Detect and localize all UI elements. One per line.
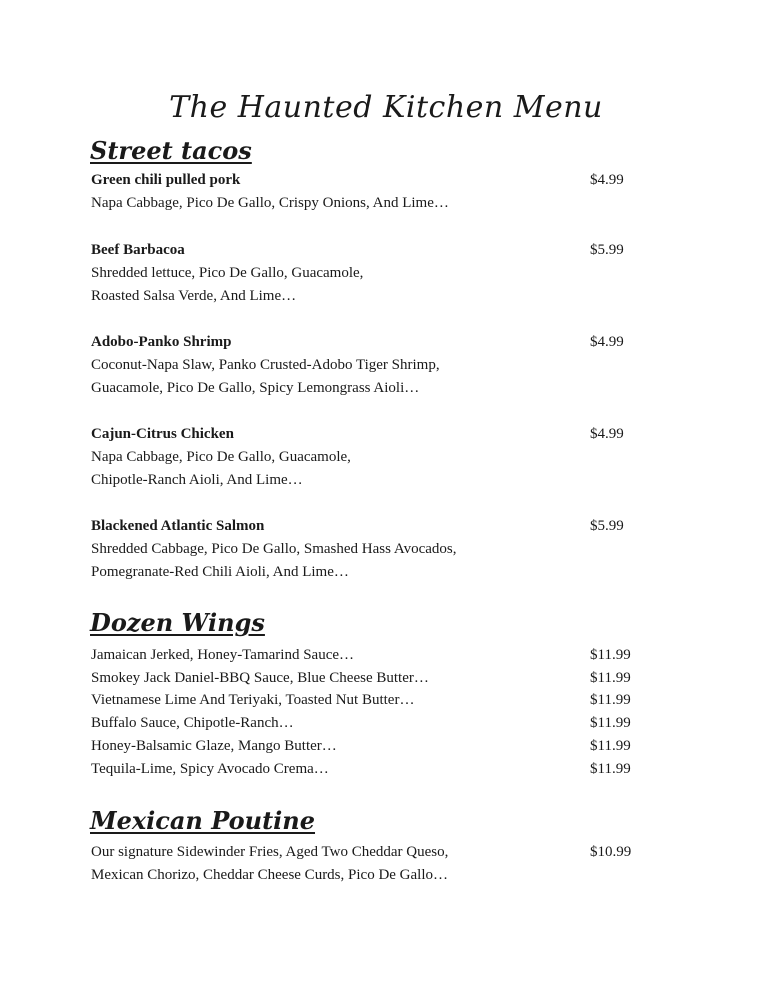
poutine-description: Our signature Sidewinder Fries, Aged Two Cheddar Queso, <box>91 844 449 860</box>
menu-item-price: $4.99 <box>590 172 624 188</box>
menu-title: The Haunted Kitchen Menu <box>169 90 603 125</box>
menu-item-name: Green chili pulled pork <box>91 172 241 188</box>
menu-item-description: Napa Cabbage, Pico De Gallo, Guacamole, <box>91 449 351 465</box>
wing-flavor: Tequila-Lime, Spicy Avocado Crema… <box>91 761 329 777</box>
wing-flavor: Jamaican Jerked, Honey-Tamarind Sauce… <box>91 647 355 663</box>
menu-item-description: Pomegranate-Red Chili Aioli, And Lime… <box>91 564 349 580</box>
section-heading-mexican-poutine: Mexican Poutine <box>90 806 316 835</box>
wing-flavor: Vietnamese Lime And Teriyaki, Toasted Nut Butter… <box>91 692 415 708</box>
poutine-price: $10.99 <box>590 844 632 860</box>
menu-item-description: Coconut-Napa Slaw, Panko Crusted-Adobo Tiger Shrimp, <box>91 357 440 373</box>
wing-flavor: Honey-Balsamic Glaze, Mango Butter… <box>91 738 337 754</box>
menu-item-name: Adobo-Panko Shrimp <box>91 334 232 350</box>
menu-item-description: Napa Cabbage, Pico De Gallo, Crispy Onions, And Lime… <box>91 195 449 211</box>
menu-item-description: Shredded Cabbage, Pico De Gallo, Smashed Hass Avocados, <box>91 541 457 557</box>
wing-flavor: Buffalo Sauce, Chipotle-Ranch… <box>91 715 294 731</box>
menu-item-description: Chipotle-Ranch Aioli, And Lime… <box>91 472 303 488</box>
wing-price: $11.99 <box>590 670 631 686</box>
menu-item-description: Guacamole, Pico De Gallo, Spicy Lemongrass Aioli… <box>91 380 420 396</box>
section-heading-dozen-wings: Dozen Wings <box>90 608 265 637</box>
wing-price: $11.99 <box>590 738 631 754</box>
wing-price: $11.99 <box>590 715 631 731</box>
menu-item-description: Roasted Salsa Verde, And Lime… <box>91 288 297 304</box>
menu-item-price: $5.99 <box>590 242 624 258</box>
menu-item-price: $4.99 <box>590 334 624 350</box>
wing-price: $11.99 <box>590 647 631 663</box>
section-heading-street-tacos: Street tacos <box>90 136 252 165</box>
menu-item-name: Blackened Atlantic Salmon <box>91 518 265 534</box>
menu-item-price: $5.99 <box>590 518 624 534</box>
wing-price: $11.99 <box>590 692 631 708</box>
menu-item-name: Beef Barbacoa <box>91 242 185 258</box>
menu-item-price: $4.99 <box>590 426 624 442</box>
menu-item-description: Shredded lettuce, Pico De Gallo, Guacamole, <box>91 265 364 281</box>
wing-price: $11.99 <box>590 761 631 777</box>
menu-item-name: Cajun-Citrus Chicken <box>91 426 234 442</box>
wing-flavor: Smokey Jack Daniel-BBQ Sauce, Blue Cheese Butter… <box>91 670 429 686</box>
poutine-description: Mexican Chorizo, Cheddar Cheese Curds, Pico De Gallo… <box>91 867 449 883</box>
